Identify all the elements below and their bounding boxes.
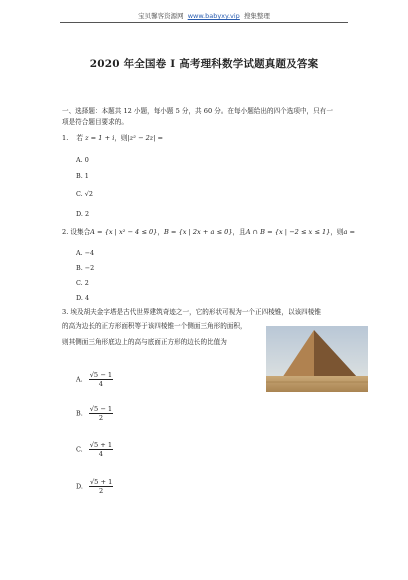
fraction-numerator: √5 + 1 <box>89 441 113 449</box>
option-label: A. <box>76 156 83 164</box>
option-value: 0 <box>84 156 89 164</box>
header-divider <box>60 22 348 23</box>
header-suffix: 搜集整理 <box>243 12 270 20</box>
option-fraction <box>89 371 113 388</box>
q2-sep2: ，且 <box>232 228 246 236</box>
question-1 <box>62 134 163 143</box>
question-3-line3: 则其侧面三角形底边上的高与底面正方形的边长的比值为 <box>62 338 227 346</box>
question-2 <box>62 228 355 237</box>
q1-expression: |z² − 2z| = <box>127 134 164 142</box>
option-label: D. <box>76 482 83 491</box>
q3-option-d <box>76 478 113 495</box>
q1-option-c <box>76 190 93 198</box>
option-value: −2 <box>84 264 95 272</box>
q2-sep3: ，则 <box>330 228 344 236</box>
option-label: B. <box>76 172 83 180</box>
q2-sep1: ， <box>157 228 164 236</box>
option-label: D. <box>76 294 83 302</box>
option-label: A. <box>76 249 83 257</box>
option-label: C. <box>76 190 83 198</box>
q1-mid: ，则 <box>114 134 128 142</box>
fraction-denominator: 4 <box>98 450 103 458</box>
option-value: −4 <box>84 249 95 257</box>
header-site: 宝贝馨客资源网 <box>138 12 184 20</box>
option-value: 2 <box>84 279 89 287</box>
q2-option-c <box>76 279 89 287</box>
option-value: 4 <box>84 294 90 302</box>
fraction-numerator: √5 + 1 <box>89 478 113 486</box>
q2-ask: a = <box>343 228 356 236</box>
q1-number: 1. <box>62 134 69 142</box>
q1-condition: z = 1 + i <box>85 134 115 142</box>
fraction-denominator: 2 <box>99 487 104 495</box>
q2-option-a <box>76 249 94 257</box>
q2-set-b: B = {x | 2x + a ≤ 0} <box>163 228 233 236</box>
option-label: B. <box>76 409 83 418</box>
option-value: 2 <box>84 210 90 218</box>
option-fraction <box>89 441 113 458</box>
fraction-denominator: 4 <box>98 380 103 388</box>
option-label: C. <box>76 279 83 287</box>
fraction-numerator: √5 − 1 <box>89 371 113 379</box>
page-header <box>0 11 408 20</box>
question-3-line2: 的高为边长的正方形面积等于该四棱锥一个侧面三角形的面积， <box>62 322 247 330</box>
q1-option-b <box>76 172 89 180</box>
q2-set-a: A = {x | x² − 4 ≤ 0} <box>90 228 158 236</box>
q3-option-b <box>76 405 113 422</box>
q2-intersection: A ∩ B = {x | −2 ≤ x ≤ 1} <box>245 228 331 236</box>
option-label: D. <box>76 210 83 218</box>
header-link[interactable]: www.babyxy.vip <box>187 12 240 20</box>
option-fraction <box>89 478 113 495</box>
option-label: B. <box>76 264 83 272</box>
option-value: 1 <box>84 172 89 180</box>
q1-prefix: 若 <box>76 134 83 142</box>
q1-option-d <box>76 210 89 218</box>
section-intro-line1: 一、选择题：本题共 12 小题，每小题 5 分，共 60 分。在每小题给出的四个选项中，只有一 <box>62 107 333 115</box>
option-label: C. <box>76 445 83 454</box>
pyramid-photo <box>266 326 368 392</box>
question-3-line1: 3. 埃及胡夫金字塔是古代世界建筑奇迹之一，它的形状可视为一个正四棱锥，以该四棱锥 <box>62 308 321 316</box>
option-label: A. <box>76 375 83 384</box>
q2-option-d <box>76 294 89 302</box>
q3-option-a <box>76 371 113 388</box>
q2-text: 2. 设集合 <box>62 228 91 236</box>
page-title: 2020 年全国卷 I 高考理科数学试题真题及答案 <box>89 58 319 70</box>
option-fraction <box>89 405 113 422</box>
option-value: √2 <box>84 190 93 198</box>
fraction-denominator: 2 <box>98 414 104 422</box>
q2-option-b <box>76 264 94 272</box>
q1-option-a <box>76 156 89 164</box>
fraction-numerator: √5 − 1 <box>89 405 113 413</box>
section-intro-line2: 项是符合题目要求的。 <box>62 118 128 126</box>
q3-option-c <box>76 441 113 458</box>
